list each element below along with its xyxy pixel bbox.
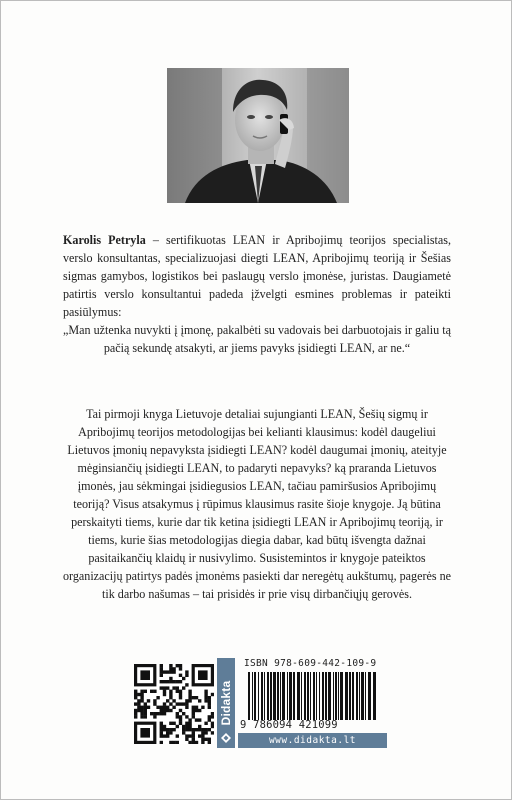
barcode-image [248,672,378,720]
publisher-name: Didakta [219,680,233,726]
qr-code-image [134,664,214,744]
publisher-logo-icon [221,733,231,743]
qr-code [134,664,214,744]
author-name: Karolis Petryla [63,233,146,247]
back-matter [134,656,387,750]
author-photo [167,68,349,203]
barcode [248,672,378,720]
author-quote: „Man užtenka nuvykti į įmonę, pakalbėti su vadovais bei darbuotojais ir galiu tą pačią sekundę atsakyti, ar jiems pavyks įsidiegti LEAN, ar ne.“ [63,323,451,355]
author-portrait-image [167,68,349,203]
publisher-logo-tab [217,658,235,748]
publisher-url: www.didakta.lt [238,733,387,748]
isbn-text: ISBN 978-609-442-109-9 [244,658,377,669]
barcode-block [238,658,387,750]
book-blurb: Tai pirmoji knyga Lietuvoje detaliai sujungianti LEAN, Šešių sigmų ir Apribojimų teorijos metodologijas bei kelianti klausimus: kodėl daugeliui Lietuvos įmonių nepavyksta įsidiegti LEAN? kodėl daugumai įmonių, ateityje mėginsiančių įsidiegti LEAN, to padaryti nepavyks? ką praranda Lietuvos įmonės, jau sėkmingai įsidiegusios LEAN, tačiau pamiršusios Apribojimų teoriją? Visus atsakymus į rūpimus klausimus rasite šioje knygoje. Ją būtina perskaityti tiems, kurie dar tik ketina įsidiegti LEAN ir Apribojimų teoriją, ir tiems, kurie šias metodologijas diegia dabar, kad būtų išvengta dažnai pasitaikančių klaidų ir nusivylimo. Susistemintos ir knygoje pateiktos organizacijų patirtys padės įmonėms pasiekti dar neregėtų aukštumų, pagerės ne tik darbo našumas – tai prisidės ir prie visų dirbančiųjų gerovės. [63,407,451,601]
author-bio [63,231,451,357]
author-bio-text: – sertifikuotas LEAN ir Apribojimų teorijos specialistas, verslo konsultantas, specializuojasi diegti LEAN, Apribojimų teoriją ir Šešias sigmas gamybos, logistikos bei paslaugų verslo įmonėse, juristas. Daugiametė patirtis verslo konsultantui padeda įžvelgti esmines problemas ir pateikti pasiūlymus: [63,233,451,319]
barcode-digits: 9 786094 421099 [240,719,338,731]
